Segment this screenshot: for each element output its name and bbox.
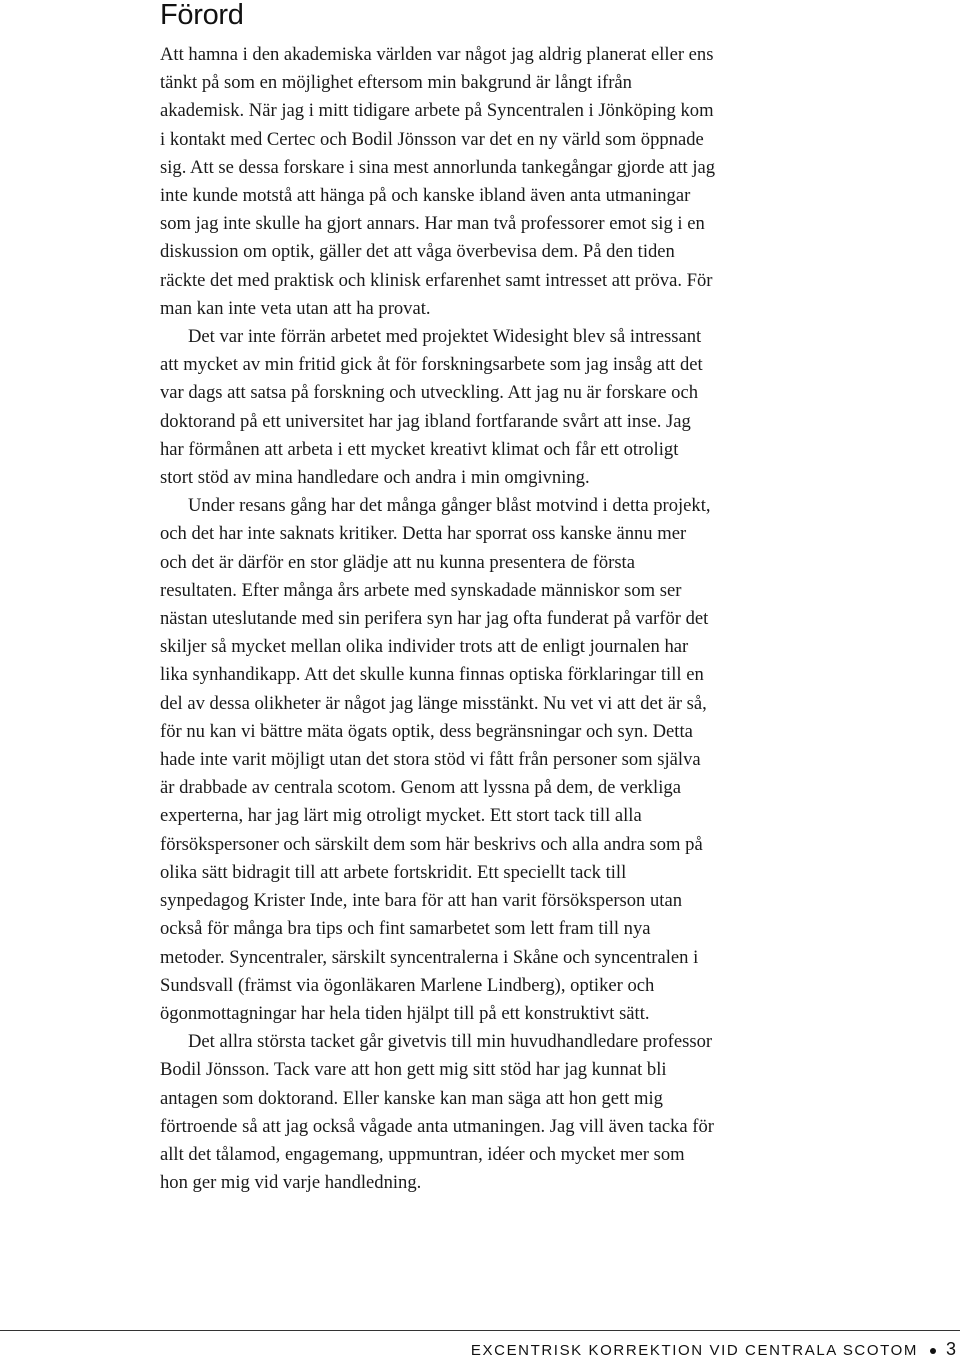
preface-body xyxy=(160,41,716,1197)
paragraph-3: Under resans gång har det många gånger blåst motvind i detta projekt, och det har inte saknats kritiker. Detta har sporrat oss kanske ännu mer och det är därför en stor glädje att nu kunna presentera de första resultaten. Efter många års arbete med synskadade människor som ser nästan uteslutande med sin perifera syn har jag ofta funderat på varför det skiljer så mycket mellan olika individer trots att de enligt journalen har lika synhandikapp. Att det skulle kunna finnas optiska förklaringar till en del av dessa olikheter är något jag länge misstänkt. Nu vet vi att det är så, för nu kan vi bättre mäta ögats optik, dess begränsningar och syn. Detta hade inte varit möjligt utan det stora stöd vi fått från personer som själva är drabbade av centrala scotom. Genom att lyssna på dem, de verkliga experterna, har jag lärt mig otroligt mycket. Ett stort tack till alla försökspersoner och särskilt dem som här beskrivs och alla andra som på olika sätt bidragit till att arbete fortskridit. Ett speciellt tack till synpedagog Krister Inde, inte bara för att han varit försöksperson utan också för många bra tips och fint samarbetet som lett fram till nya metoder. Syncentraler, särskilt syncentralerna i Skåne och syncentralen i Sundsvall (främst via ögonläkaren Marlene Lindberg), optiker och ögonmottagningar har hela tiden hjälpt till på ett konstruktivt sätt. xyxy=(160,495,711,1024)
page-footer xyxy=(471,1340,956,1360)
page-number: 3 xyxy=(945,1339,956,1359)
paragraph-4: Det allra största tacket går givetvis till min huvudhandledare professor Bodil Jönsson. Tack vare att hon gett mig sitt stöd har jag kunnat bli antagen som doktorand. Eller kanske kan man säga att hon gett mig förtroende så att jag också vågade anta utmaningen. Jag vill även tacka för allt det tålamod, engagemang, uppmuntran, idéer och mycket mer som hon ger mig vid varje handledning. xyxy=(160,1031,714,1194)
paragraph-1: Att hamna i den akademiska världen var något jag aldrig planerat eller ens tänkt på som en möjlighet eftersom min bakgrund är långt ifrån akademisk. När jag i mitt tidigare arbete på Syncentralen i Jönköping kom i kontakt med Certec och Bodil Jönsson var det en ny värld som öppnade sig. Att se dessa forskare i sina mest annorlunda tankegångar gjorde att jag inte kunde motstå att hänga på och kanske ibland även anta utmaningar som jag inte skulle ha gjort annars. Har man två professorer emot sig i en diskussion om optik, gäller det att våga överbevisa dem. På den tiden räckte det med praktisk och klinisk erfarenhet samt intresset att pröva. För man kan inte veta utan att ha provat. xyxy=(160,44,716,319)
running-title: EXCENTRISK KORREKTION VID CENTRALA SCOTOM xyxy=(470,1342,918,1359)
page-heading: Förord xyxy=(160,0,244,31)
bullet-separator-icon xyxy=(930,1348,936,1354)
footer-divider xyxy=(0,1330,960,1331)
paragraph-2: Det var inte förrän arbetet med projektet Widesight blev så intressant att mycket av min fritid gick åt för forskningsarbete som jag insåg att det var dags att satsa på forskning och utveckling. Att jag nu är forskare och doktorand på ett universitet har jag ibland fortfarande svårt att inse. Jag har förmånen att arbeta i ett mycket kreativt klimat och får ett otroligt stort stöd av mina handledare och andra i min omgivning. xyxy=(160,326,703,489)
